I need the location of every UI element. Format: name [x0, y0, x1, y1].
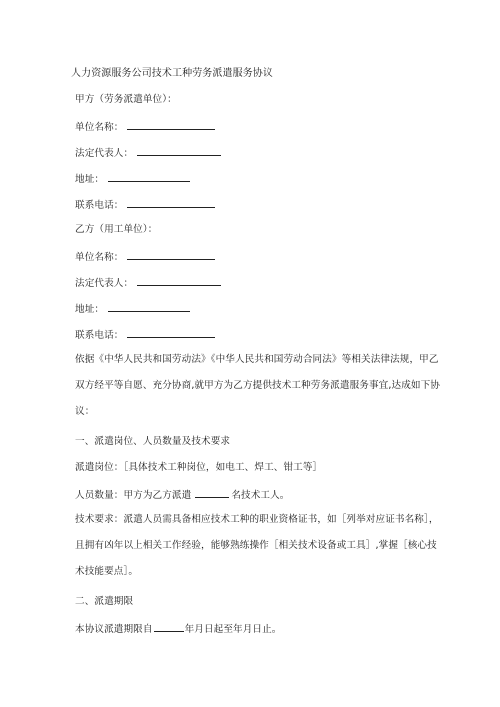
party-b-unit-name-label: 单位名称： [75, 252, 124, 263]
section-1-requirement-line: 技术要求：派遣人员需具备相应技术工种的职业资格证书，如［列举对应证书名称］， [75, 514, 439, 525]
party-b-unit-name-blank [127, 249, 215, 260]
party-a-unit-name-label: 单位名称： [75, 122, 124, 133]
section-1-count-row [75, 487, 290, 503]
party-a-unit-name-row [75, 119, 215, 135]
preamble-line: 双方经平等自愿、充分协商,就甲方为乙方提供技术工种劳务派遣服务事宜,达成如下协 [75, 380, 440, 391]
party-b-legal-rep-row [75, 275, 221, 291]
party-b-phone-label: 联系电话： [75, 330, 124, 341]
party-b-address-label: 地址： [75, 304, 105, 315]
section-1-heading: 一、派遣岗位、人员数量及技术要求 [75, 436, 231, 447]
party-b-address-row [75, 301, 190, 317]
party-a-address-row [75, 171, 190, 187]
preamble-line: 依据《中华人民共和国劳动法》《中华人民共和国劳动合同法》等相关法律法规，甲乙 [75, 354, 439, 365]
party-a-legal-rep-label: 法定代表人： [75, 148, 134, 159]
party-a-legal-rep-row [75, 145, 221, 161]
party-a-address-blank [108, 171, 190, 182]
party-a-phone-blank [127, 197, 215, 208]
party-b-legal-rep-label: 法定代表人： [75, 278, 134, 289]
party-a-unit-name-blank [127, 119, 215, 130]
party-a-phone-label: 联系电话： [75, 200, 124, 211]
party-b-phone-blank [127, 327, 215, 338]
section-1-requirement-line: 术技能要点］。 [75, 566, 139, 577]
party-a-phone-row [75, 197, 215, 213]
party-b-address-blank [108, 301, 190, 312]
section-2-term-prefix: 本协议派遣期限自 [75, 624, 153, 635]
party-a-legal-rep-blank [137, 145, 221, 156]
section-1-count-blank [195, 487, 229, 498]
section-2-term-suffix: 年月日起至年月日止。 [184, 624, 282, 635]
party-b-unit-name-row [75, 249, 215, 265]
party-b-heading: 乙方（用工单位）： [75, 224, 158, 235]
section-1-count-prefix: 人员数量：甲方为乙方派遣 [75, 490, 192, 501]
section-2-heading: 二、派遣期限 [75, 596, 134, 607]
section-2-term-row [75, 621, 282, 637]
party-a-address-label: 地址： [75, 174, 105, 185]
preamble-line: 议： [75, 406, 95, 417]
section-1-position: 派遣岗位：［具体技术工种岗位，如电工、焊工、钳工等］ [75, 462, 323, 473]
section-1-requirement-line: 且拥有凶年以上相关工作经验，能够熟练操作［相关技术设备或工具］,掌握［核心技 [75, 540, 437, 551]
section-2-term-blank [154, 621, 184, 632]
section-1-count-suffix: 名技术工人。 [231, 490, 290, 501]
document-title: 人力资源服务公司技术工种劳务派遣服务协议 [71, 68, 273, 79]
party-a-heading: 甲方（劳务派遣单位）： [75, 94, 177, 105]
party-b-legal-rep-blank [137, 275, 221, 286]
party-b-phone-row [75, 327, 215, 343]
